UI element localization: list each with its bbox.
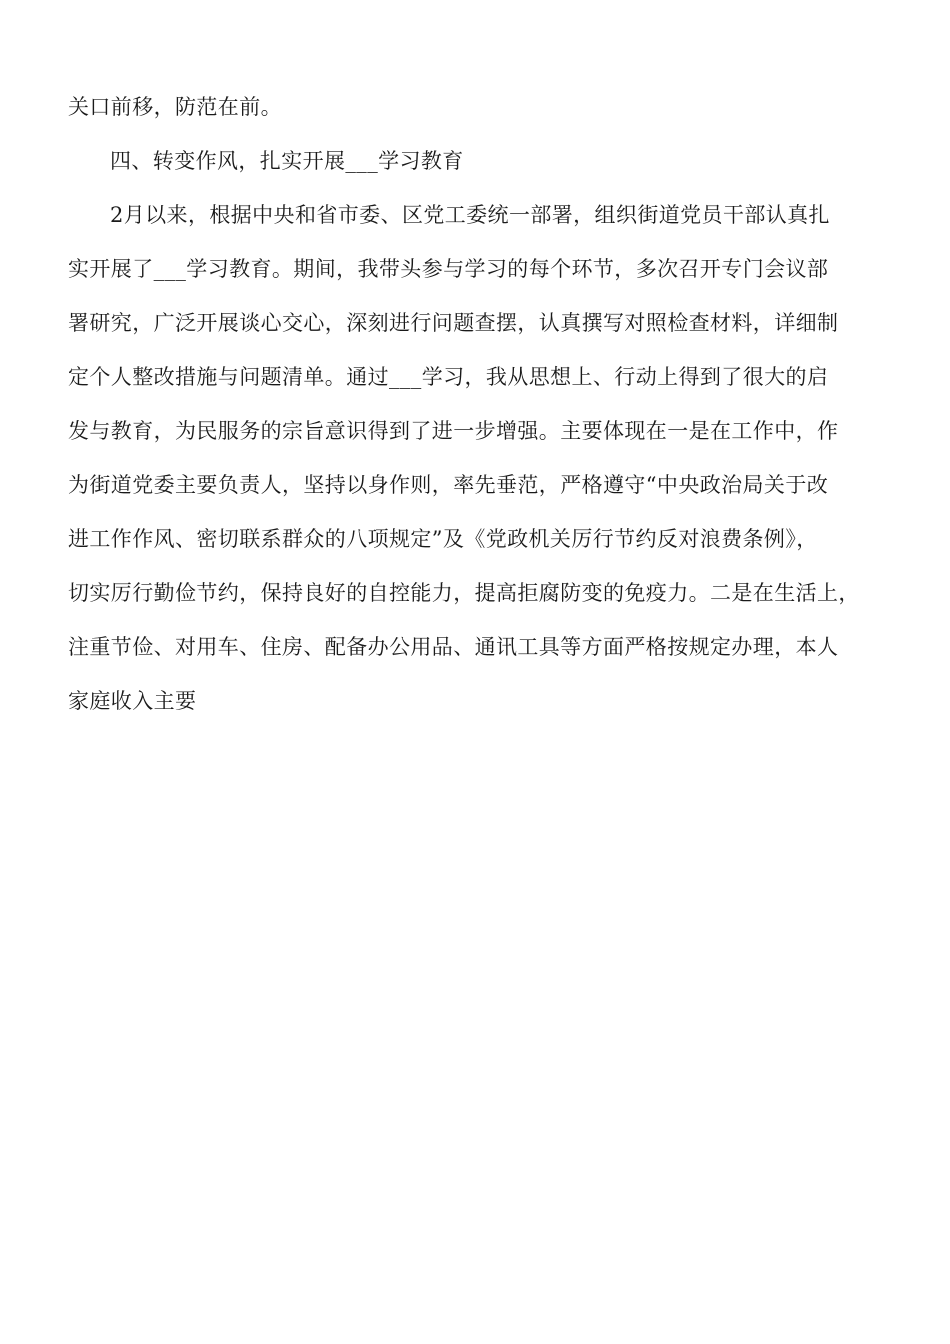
paragraph-line: 实开展了___学习教育。期间，我带头参与学习的每个环节，多次召开专门会议部 (68, 257, 829, 281)
paragraph-line: 切实厉行勤俭节约，保持良好的自控能力，提高拒腐防变的免疫力。二是在生活上， (68, 581, 860, 605)
paragraph-line: 家庭收入主要 (68, 689, 197, 713)
paragraph-line: 进工作作风、密切联系群众的八项规定”及《党政机关厉行节约反对浪费条例》， (68, 527, 818, 551)
paragraph-line: 为街道党委主要负责人，坚持以身作则，率先垂范，严格遵守“中央政治局关于改 (68, 473, 829, 497)
paragraph-line: 发与教育，为民服务的宗旨意识得到了进一步增强。主要体现在一是在工作中，作 (68, 419, 839, 443)
paragraph-line: 注重节俭、对用车、住房、配备办公用品、通讯工具等方面严格按规定办理，本人 (68, 635, 839, 659)
paragraph-line: 署研究，广泛开展谈心交心，深刻进行问题查摆，认真撰写对照检查材料，详细制 (68, 311, 839, 335)
paragraph-line: 2月以来，根据中央和省市委、区党工委统一部署，组织街道党员干部认真扎 (110, 203, 830, 227)
paragraph-line: 关口前移，防范在前。 (68, 95, 282, 119)
paragraph-line: 定个人整改措施与问题清单。通过___学习，我从思想上、行动上得到了很大的启 (68, 365, 829, 389)
section-heading: 四、转变作风，扎实开展___学习教育 (110, 149, 464, 173)
